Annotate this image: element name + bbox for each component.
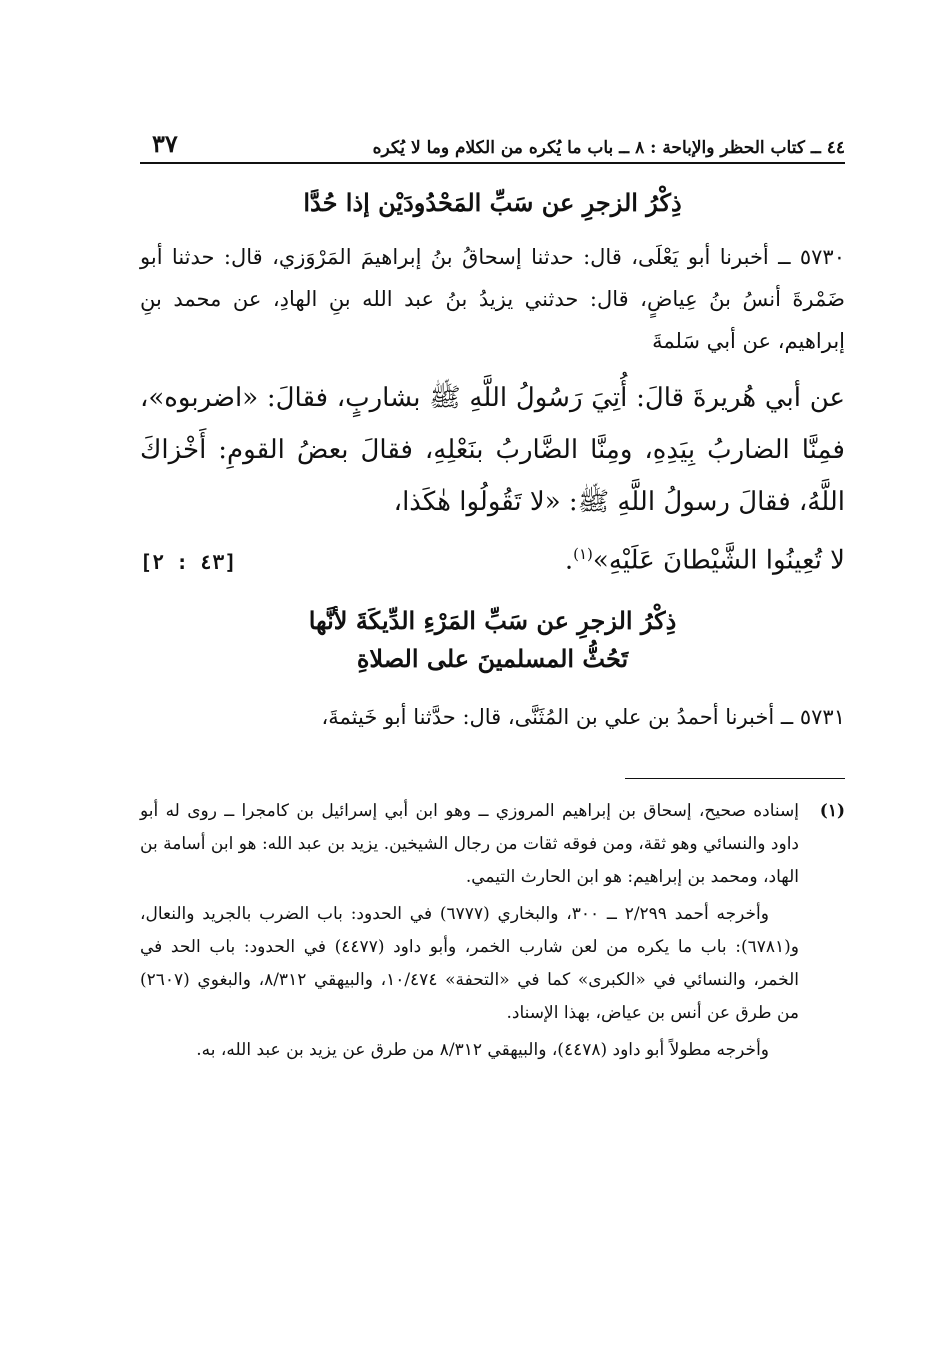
footnote-number: (١) bbox=[819, 800, 845, 821]
section-heading-1: ذِكْرُ الزجرِ عن سَبِّ المَحْدُودَيْن إذا حُدَّا bbox=[303, 188, 682, 217]
hadith-5730-matn bbox=[140, 372, 845, 588]
footnote-paragraph-3: وأخرجه مطولاً أبو داود (٤٤٧٨)، والبيهقي ٨/٣١٢ من طرق عن يزيد بن عبد الله، به. bbox=[196, 1039, 769, 1060]
footnotes bbox=[140, 795, 845, 1067]
running-head bbox=[140, 118, 845, 164]
footnote-divider bbox=[625, 778, 845, 779]
book-page bbox=[140, 118, 845, 1067]
footnote-paragraph-2: وأخرجه أحمد ٢/٢٩٩ ــ ٣٠٠، والبخاري (٦٧٧٧) في الحدود: باب الضرب بالجريد والنعال، و(٦٧٨١): باب ما يكره من لعن شارب الخمر، وأبو داود (٤٤٧٧) في الحدود: باب الحد في الخمر، والنسائي في «الكبرى» كما في «التحفة» ١٠/٤٧٤، والبيهقي ٨/٣١٢، والبغوي (٢٦٠٧) من طرق عن أنس بن عياض، بهذا الإسناد. bbox=[140, 903, 799, 1023]
footnote-ref-1[interactable]: (١) bbox=[573, 545, 593, 563]
page-number: ٣٧ bbox=[152, 129, 178, 158]
hadith-5730-isnad: ٥٧٣٠ ــ أخبرنا أبو يَعْلَى، قال: حدثنا إسحاقُ بنُ إبراهيمَ المَرْوَزي، قال: حدثنا أبو ضَمْرةَ أنسُ بنُ عِياضٍ، قال: حدثني يزيدُ بنُ عبد الله بنِ الهادِ، عن محمد بنِ إبراهيم، عن أبي سَلمةَ bbox=[140, 245, 845, 353]
section-heading-2-line1: ذِكْرُ الزجرِ عن سَبِّ المَرْءِ الدِّيكَةَ لأنَّها bbox=[308, 605, 677, 635]
hadith-5731-isnad: ٥٧٣١ ــ أخبرنا أحمدُ بن علي بن المُثَنَّى، قال: حدَّثنا أبو خَيثمةَ، bbox=[321, 704, 845, 729]
matn-last-line bbox=[140, 528, 845, 588]
matn-end: لا تُعِينُوا الشَّيْطانَ عَلَيْهِ» bbox=[592, 545, 845, 576]
running-title: ٤٤ ــ كتاب الحظر والإباحة : ٨ ــ باب ما يُكره من الكلام وما لا يُكره bbox=[372, 138, 845, 158]
footnote-1 bbox=[140, 795, 845, 894]
footnote-paragraph-1: إسناده صحيح، إسحاق بن إبراهيم المروزي ــ وهو ابن أبي إسرائيل بن كامجرا ــ روى له أبو داود والنسائي وهو ثقة، ومن فوقه ثقات من رجال الشيخين. يزيد بن عبد الله: هو ابن أسامة بن الهاد، ومحمد بن إبراهيم: هو ابن الحارث التيمي. bbox=[140, 800, 799, 887]
section-heading-2-line2: تَحُثُّ المسلمينَ على الصلاةِ bbox=[356, 643, 629, 673]
matn-text: عن أبي هُريرةَ قالَ: أُتِيَ رَسُولُ اللَّهِ ﷺ بشاربٍ، فقالَ: «اضربوه»، فمِنَّا الضاربُ بِيَدِهِ، ومِنَّا الضَّاربُ بنَعْلِهِ، فقالَ بعضُ القومِ: أَخْزاكَ اللَّهُ، فقالَ رسولُ اللَّهِ ﷺ: «لا تَقُولُوا هٰكَذا، bbox=[140, 383, 845, 517]
matn-end-wrapper: لا تُعِينُوا الشَّيْطانَ عَلَيْهِ»$^{(١)}$. bbox=[564, 545, 845, 576]
hadith-citation: [٤٣ : ٢] bbox=[140, 549, 237, 574]
